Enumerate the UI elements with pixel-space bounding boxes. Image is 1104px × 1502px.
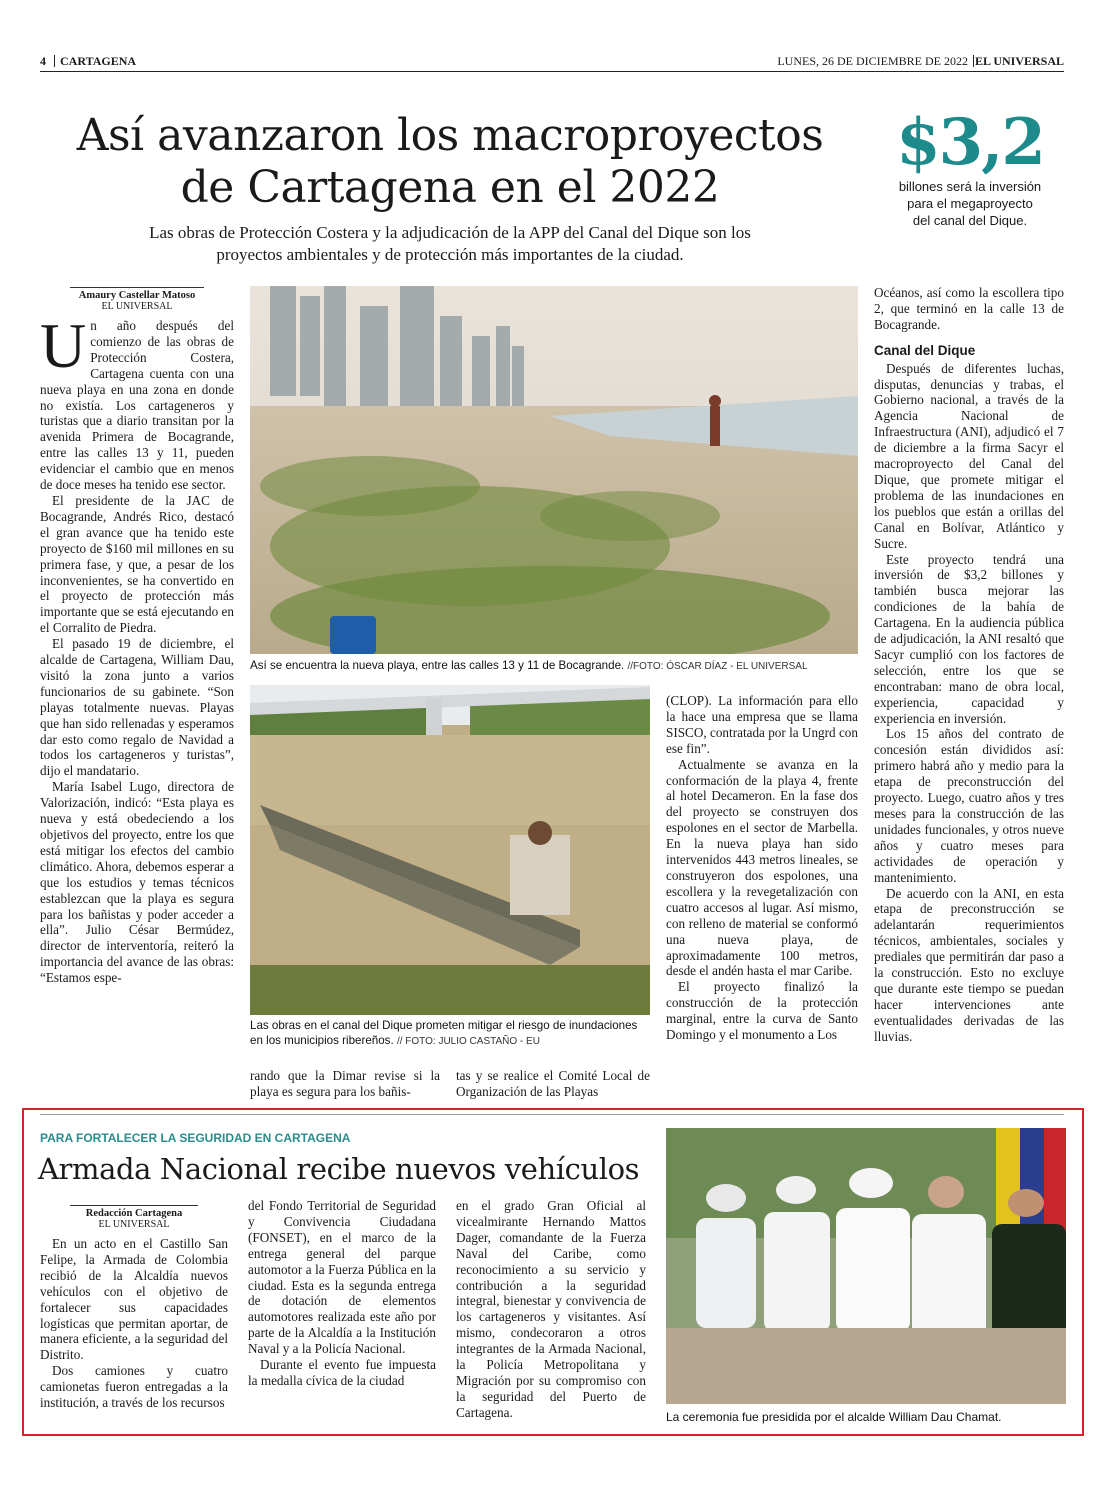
col4-paragraph-2: Actualmente se avanza en la conformación de la playa 4, frente al hotel Decameron. En la fase dos del proyecto se construyen dos espolones en el sector de Marbella. En la nueva playa han sido intervenidos 443 metros lineales, se construyeron dos espolones, una escollera y la revegetalización con cuatro accesos al lugar. Así mismo, con relleno de material se conformó una nueva playa, de aproximadamente 100 metros, desde el andén hasta el mar Caribe. [666, 756, 858, 979]
canal-photo-image [250, 685, 650, 1015]
ceremony-photo-image [666, 1128, 1066, 1404]
main-byline [70, 287, 204, 312]
col1-paragraph-3: El pasado 19 de diciembre, el alcalde de Cartagena, William Dau, visitó la zona junto a varios funcionarios de su gabinete. “Son playas totalmente nuevas. Playas que han sido rellenadas y esperamos dar esto como regalo de Navidad a todos los cartageneros y turistas”, dijo el mandatario. [40, 636, 234, 779]
main-column-4 [666, 693, 858, 1043]
second-col1-paragraph-1: En un acto en el Castillo San Felipe, la Armada de Colombia recibió de la Alcaldía nuevos vehículos con el objetivo de fortalecer sus capacidades logísticas que permitan aportar, de manera eficiente, a la seguridad del Distrito. [40, 1236, 228, 1363]
main-column-1 [40, 287, 234, 986]
second-col2-paragraph-2: Durante el evento fue impuesta la medalla cívica de la ciudad [248, 1357, 436, 1388]
beach-photo [250, 286, 858, 654]
canal-photo-caption [250, 1018, 650, 1049]
second-col3-paragraph-1: en el grado Gran Oficial al vicealmirante Hernando Mattos Dager, comandante de la Fuerza Naval del Caribe, como reconocimiento a su servicio y contribución a la seguridad integral, bienestar y convivencia de los cartageneros y visitantes. Así mismo, condecoraron a otros integrantes de la Armada Nacional, la Policía Metropolitana y Migración por su compromiso con la seguridad del Puerto de Cartagena. [456, 1198, 646, 1420]
stat-line-1: billones será la inversión [898, 179, 1042, 194]
col5-paragraph-2: Este proyecto tendrá una inversión de $3,2 billones y también busca mejorar las condiciones de la bahía de Cartagena. En la audiencia pública de adjudicación, la ANI resaltó que Sacyr cumplió con los factores de selección, entre los que se encontraban: mano de obra local, experiencia, capacidad y experiencia en inversión. [874, 551, 1064, 726]
main-column-3-tail [456, 1068, 650, 1100]
canal-caption-credit: // FOTO: JULIO CASTAÑO - EU [396, 1036, 540, 1047]
main-author: Amaury Castellar Matoso [78, 290, 196, 301]
beach-photo-caption [250, 658, 860, 674]
ceremony-photo [666, 1128, 1066, 1404]
second-kicker: PARA FORTALECER LA SEGURIDAD EN CARTAGENA [40, 1131, 351, 1145]
stat-line-3: del canal del Dique. [912, 213, 1028, 228]
col4-paragraph-1: (CLOP). La información para ello la hace una empresa que se llama SISCO, contratada por la Ungrd con ese fin”. [666, 693, 858, 756]
section-name: CARTAGENA [60, 54, 137, 68]
section-divider [54, 55, 55, 67]
main-deck [40, 222, 860, 266]
newspaper-name: EL UNIVERSAL [974, 54, 1064, 68]
beach-caption-text: Así se encuentra la nueva playa, entre las calles 13 y 11 de Bocagrande. [250, 659, 625, 672]
drop-cap: U [40, 310, 87, 381]
ceremony-photo-caption: La ceremonia fue presidida por el alcalde William Dau Chamat. [666, 1410, 1002, 1424]
col5-paragraph-4: De acuerdo con la ANI, en esta etapa de preconstrucción se adelantarán requerimientos técnicos, ambientales, sociales y prediales que permitirán dar paso a la construcción. Esto no excluye que durante este tiempo se puedan hacer intervenciones ante eventualidades derivadas de las lluvias. [874, 885, 1064, 1044]
canal-subhead: Canal del Dique [874, 342, 976, 358]
main-outlet: EL UNIVERSAL [101, 301, 173, 312]
main-column-5 [874, 285, 1064, 1045]
main-headline [40, 110, 860, 214]
second-column-1 [40, 1205, 228, 1411]
col5-paragraph-3: Los 15 años del contrato de concesión están divididos así: primero habrá año y medio para la etapa de preconstrucción del proyecto. Luego, cuatro años y tres meses para la construcción de las unidades funcionales, y otros nueve años y cuatro meses para actividades de operación y mantenimiento. [874, 726, 1064, 885]
page-header [40, 52, 1064, 72]
stat-value: $3,2 [896, 105, 1044, 180]
second-column-3 [456, 1198, 646, 1421]
col1-paragraph-2: El presidente de la JAC de Bocagrande, Andrés Rico, destacó el gran avance que ha tenido este proyecto de $160 mil millones en su primera fase, y que, a pesar de los inconvenientes, se ha convertido en el proyecto de protección más importante que se está ejecutando en el Corralito de Piedra. [40, 492, 234, 636]
header-divider [973, 55, 974, 67]
stat-line-2: para el megaproyecto [907, 196, 1033, 211]
second-headline: Armada Nacional recibe nuevos vehículos [38, 1152, 640, 1186]
canal-photo [250, 685, 650, 1015]
deck-line-1: Las obras de Protección Costera y la adjudicación de la APP del Canal del Dique son los [149, 223, 751, 242]
col2-tail-text: rando que la Dimar revise si la playa es segura para los bañis- [250, 1068, 440, 1099]
second-col1-paragraph-2: Dos camiones y cuatro camionetas fueron entregadas a la institución, a través de los recursos [40, 1363, 228, 1411]
col1-paragraph-1: n año después del comienzo de las obras de Protección Costera, Cartagena cuenta con una nueva playa en una zona en donde no existía. Los cartageneros y turistas que a diario transitan por la avenida Primera de Bocagrande, entre las calles 13 y 11, pueden evidenciar el cambio que en menos de doce meses ha tenido ese sector. [40, 318, 234, 493]
col3-tail-text: tas y se realice el Comité Local de Organización de las Playas [456, 1068, 650, 1099]
stat-callout [870, 105, 1070, 229]
main-column-2-tail [250, 1068, 440, 1100]
second-byline [70, 1205, 198, 1230]
deck-line-2: proyectos ambientales y de protección más importantes de la ciudad. [216, 245, 684, 264]
beach-caption-credit: //FOTO: ÓSCAR DÍAZ - EL UNIVERSAL [627, 661, 808, 672]
page-number: 4 [40, 54, 46, 68]
col5-paragraph-1: Después de diferentes luchas, disputas, denuncias y trabas, el Gobierno nacional, a través de la Agencia Nacional de Infraestructura (ANI), adjudicó el 7 de diciembre a la firma Sacyr el macroproyecto del Canal del Dique, que promete mitigar el problema de las inundaciones en los pueblos que están a orillas del Canal en Bolívar, Atlántico y Sucre. [874, 360, 1064, 551]
header-date: LUNES, 26 DE DICIEMBRE DE 2022 [777, 54, 968, 68]
canal-caption-text: Las obras en el canal del Dique prometen mitigar el riesgo de inundaciones en los municipios ribereños. [250, 1019, 638, 1047]
col4-paragraph-3: El proyecto finalizó la construcción de la protección marginal, entre la curva de Santo Domingo y el monumento a Los [666, 979, 858, 1043]
second-author: Redacción Cartagena [85, 1208, 183, 1219]
col1-paragraph-4: María Isabel Lugo, directora de Valorización, indicó: “Esta playa es nueva y está obedeciendo a los objetivos del proyecto, entre los que está mitigar los efectos del cambio climático. Ahora, debemos esperar a que los estudios y temas técnicos establezcan que la playa es segura para los bañistas y poder acceder a ella”. Julio César Bermúdez, director de interventoría, reiteró la importancia del avance de las obras: “Estamos espe- [40, 779, 234, 986]
headline-line-1: Así avanzaron los macroproyectos [76, 110, 824, 161]
beach-photo-image [250, 286, 858, 654]
second-col2-paragraph-1: del Fondo Territorial de Seguridad y Convivencia Ciudadana (FONSET), en el marco de la entrega general del parque automotor a la Fuerza Pública en la ciudad. Esta es la segunda entrega de dotación de elementos automotores realizada este año por parte de la Alcaldía a la Institución Naval y a la Policía Nacional. [248, 1198, 436, 1357]
second-outlet: EL UNIVERSAL [98, 1219, 170, 1230]
second-column-2 [248, 1198, 436, 1389]
col5-paragraph-0: Océanos, así como la escollera tipo 2, que terminó en la calle 13 de Bocagrande. [874, 285, 1064, 332]
headline-line-2: de Cartagena en el 2022 [180, 162, 720, 213]
